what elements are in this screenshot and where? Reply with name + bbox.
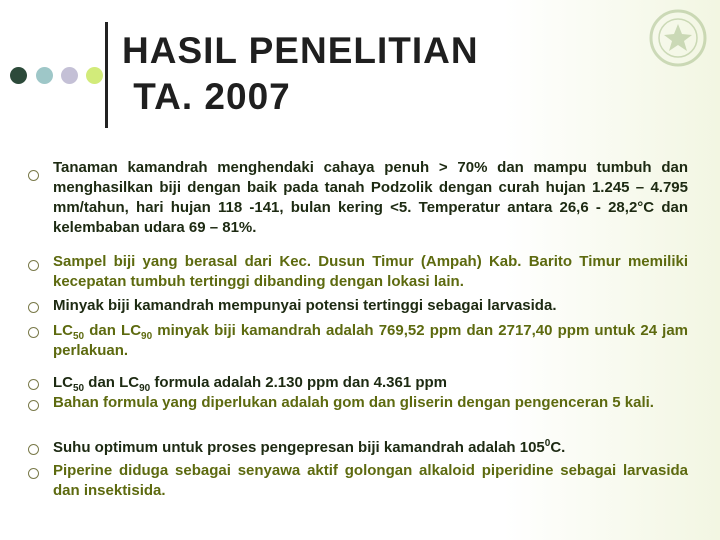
bullet-circle-icon: [28, 302, 39, 313]
lc-conjunction: dan LC: [84, 374, 140, 391]
subscript-50: 50: [73, 331, 85, 342]
title-line-2: TA. 2007: [122, 76, 291, 117]
finding-text: Tanaman kamandrah menghendaki cahaya penuh > 70% dan mampu tumbuh dan menghasilkan biji dengan baik pada tanah Podzolik dengan curah hujan 1.245 – 4.795 mm/tahun, hari hujan 118 -141, bulan kering <5. Temperatur antara 26,6 - 28,2°C dan kelembaban udara 69 – 81%.: [53, 159, 688, 236]
dark-green-dot-icon: [10, 67, 27, 84]
finding-text: Sampel biji yang berasal dari Kec. Dusun Timur (Ampah) Kab. Barito Timur memiliki kecepatan tumbuh tertinggi dibanding dengan lokasi lain.: [53, 253, 688, 290]
decorative-dots: [10, 64, 94, 86]
finding-text: [53, 438, 688, 458]
lavender-dot-icon: [61, 67, 78, 84]
temperature-text: Suhu optimum untuk proses pengepresan biji kamandrah adalah 105: [53, 439, 545, 456]
lime-dot-icon: [86, 67, 103, 84]
temperature-unit: C.: [550, 439, 566, 456]
lc-label: LC: [53, 322, 73, 339]
subscript-90: 90: [139, 383, 151, 394]
finding-text: [53, 321, 688, 361]
bullet-circle-icon: [28, 327, 39, 338]
title-line-1: HASIL PENELITIAN: [122, 30, 479, 71]
lc-conjunction: dan LC: [84, 322, 142, 339]
lc-remainder: minyak biji kamandrah adalah 769,52 ppm dan 2717,40 ppm untuk 24 jam perlakuan.: [53, 322, 689, 359]
title-divider: [105, 22, 108, 128]
university-logo-icon: [648, 8, 708, 68]
subscript-90: 90: [141, 331, 153, 342]
bullet-circle-icon: [28, 468, 39, 479]
lc-remainder: formula adalah 2.130 ppm dan 4.361 ppm: [150, 374, 448, 391]
bullet-circle-icon: [28, 400, 39, 411]
bullet-circle-icon: [28, 260, 39, 271]
finding-text: Bahan formula yang diperlukan adalah gom dan gliserin dengan pengenceran 5 kali.: [53, 394, 654, 411]
bullet-circle-icon: [28, 170, 39, 181]
bullet-circle-icon: [28, 444, 39, 455]
slide-title: [122, 28, 479, 120]
subscript-50: 50: [73, 383, 85, 394]
finding-text: Minyak biji kamandrah mempunyai potensi tertinggi sebagai larvasida.: [53, 297, 557, 314]
degree-superscript: 0: [544, 438, 551, 449]
bullet-circle-icon: [28, 379, 39, 390]
teal-dot-icon: [36, 67, 53, 84]
finding-text: [53, 373, 688, 393]
lc-label: LC: [53, 374, 73, 391]
finding-text: Piperine diduga sebagai senyawa aktif golongan alkaloid piperidine sebagai larvasida dan insektisida.: [53, 462, 688, 499]
